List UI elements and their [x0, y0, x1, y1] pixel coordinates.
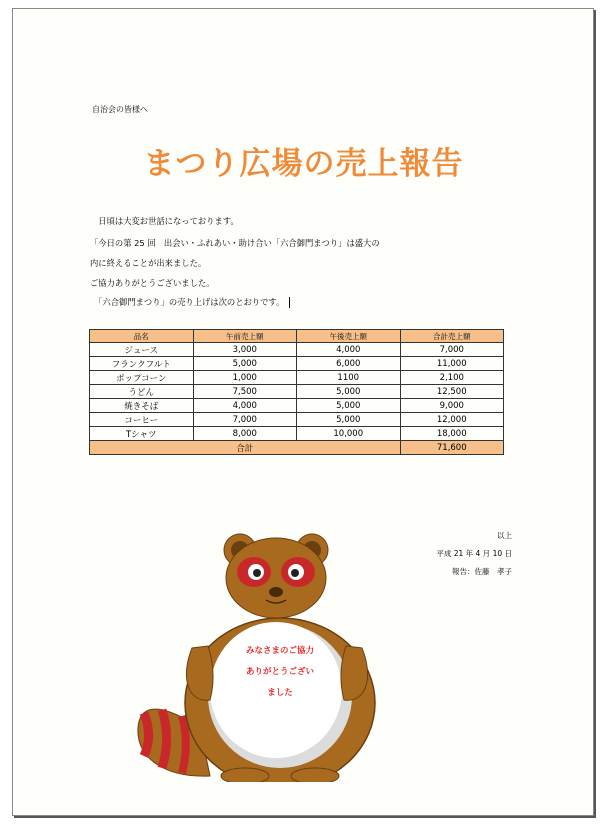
cell-total: 7,000	[400, 343, 504, 357]
cell-total: 12,500	[400, 385, 504, 399]
cell-pm: 10,000	[297, 427, 401, 441]
cell-total: 2,100	[400, 371, 504, 385]
tanuki-right-arm	[341, 646, 368, 700]
header-pm-sales: 午後売上額	[297, 330, 401, 343]
table-total-row	[90, 441, 504, 455]
total-value: 71,600	[400, 441, 504, 455]
table-row	[90, 371, 504, 385]
cell-item: コーヒー	[90, 413, 194, 427]
table-row	[90, 357, 504, 371]
body-line-5	[90, 296, 290, 308]
table-row	[90, 413, 504, 427]
tanuki-mascot-illustration	[130, 528, 390, 782]
mascot-message-line-2: ありがとうござい	[245, 667, 315, 677]
cell-item: ポップコーン	[90, 371, 194, 385]
closing-date: 平成 21 年 4 月 10 日	[436, 549, 512, 558]
table-row	[90, 399, 504, 413]
tanuki-left-foot	[221, 768, 269, 782]
cell-item: フランクフルト	[90, 357, 194, 371]
address-line: 自治会の皆様へ	[92, 105, 148, 114]
body-line-5-text: 「六合御門まつり」の売り上げは次のとおりです。	[90, 297, 285, 307]
cell-item: ジュース	[90, 343, 194, 357]
cell-pm: 5,000	[297, 399, 401, 413]
tanuki-left-arm	[186, 646, 213, 700]
table-row	[90, 343, 504, 357]
cell-am: 7,500	[193, 385, 297, 399]
cell-am: 4,000	[193, 399, 297, 413]
header-total-sales: 合計売上額	[400, 330, 504, 343]
cell-pm: 1100	[297, 371, 401, 385]
cell-item: うどん	[90, 385, 194, 399]
cell-item: 焼きそば	[90, 399, 194, 413]
header-am-sales: 午前売上額	[193, 330, 297, 343]
closing-block	[436, 527, 512, 581]
sales-table	[89, 329, 504, 455]
cell-total: 11,000	[400, 357, 504, 371]
cell-am: 8,000	[193, 427, 297, 441]
closing-ijou: 以上	[497, 531, 512, 540]
mascot-message-line-1: みなさまのご協力	[245, 646, 315, 656]
tanuki-head	[224, 534, 328, 618]
cell-pm: 5,000	[297, 385, 401, 399]
cell-pm: 5,000	[297, 413, 401, 427]
cell-am: 3,000	[193, 343, 297, 357]
body-line-3: 内に終えることが出来ました。	[90, 258, 207, 268]
table-row	[90, 385, 504, 399]
table-row	[90, 427, 504, 441]
body-line-1: 日頃は大変お世話になっております。	[90, 216, 239, 226]
cell-total: 12,000	[400, 413, 504, 427]
tanuki-right-foot	[291, 768, 339, 782]
cell-am: 5,000	[193, 357, 297, 371]
document-title: まつり広場の売上報告	[143, 146, 464, 182]
cell-pm: 6,000	[297, 357, 401, 371]
body-line-2: 「今日の第 25 回 出会い・ふれあい・助け合い「六合御門まつり」は盛大の	[90, 238, 380, 248]
cell-am: 7,000	[193, 413, 297, 427]
table-header-row	[90, 330, 504, 343]
body-line-4: ご協力ありがとうございました。	[90, 278, 215, 288]
closing-reporter: 報告：佐藤 孝子	[452, 567, 512, 576]
cell-item: Tシャツ	[90, 427, 194, 441]
cell-total: 18,000	[400, 427, 504, 441]
cell-total: 9,000	[400, 399, 504, 413]
text-cursor	[289, 297, 290, 308]
header-item: 品名	[90, 330, 194, 343]
mascot-message-line-3: ました	[267, 688, 293, 698]
total-label: 合計	[90, 441, 401, 455]
cell-pm: 4,000	[297, 343, 401, 357]
cell-am: 1,000	[193, 371, 297, 385]
